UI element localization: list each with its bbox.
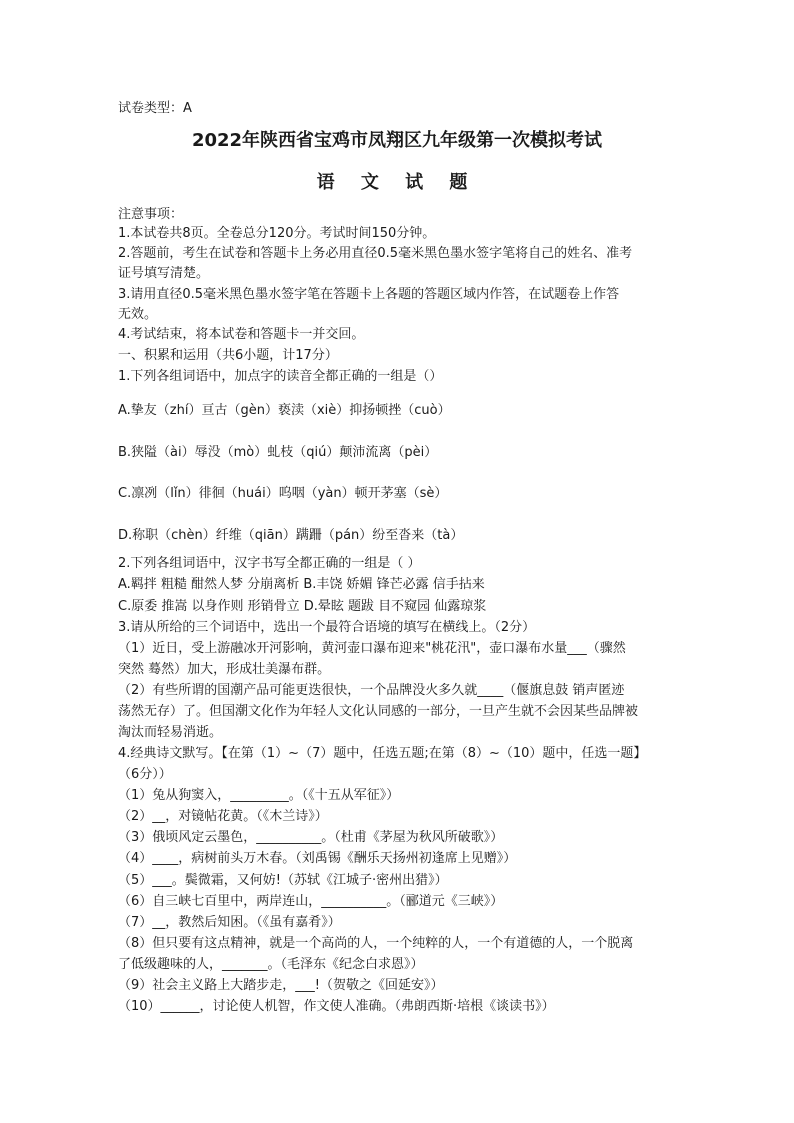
notice-heading: 注意事项： — [118, 207, 184, 222]
notice-item: 3.请用直径0.5毫米黑色墨水签字笔在答题卡上各题的答题区域内作答，在试题卷上作答 — [118, 287, 620, 302]
question-1-stem: 1.下列各组词语中，加点字的读音全都正确的一组是（） — [118, 369, 443, 384]
question-4-line: （3）俄顷风定云墨色，__________。（杜甫《茅屋为秋风所破歌》） — [118, 830, 504, 845]
notice-item: 1.本试卷共8页。全卷总分120分。考试时间150分钟。 — [118, 226, 436, 241]
notice-item: 无效。 — [118, 307, 158, 322]
section-heading: 一、积累和运用（共6小题，计17分） — [118, 348, 338, 363]
question-4-line: （7）__，教然后知困。（《虽有嘉肴》） — [118, 915, 341, 930]
subject-title: 语 文 试 题 — [316, 172, 478, 193]
question-2-stem: 2.下列各组词语中，汉字书写全都正确的一组是（ ） — [118, 556, 421, 571]
question-4-line: （4）____，病树前头万木春。（刘禹锡《酬乐天扬州初逢席上见赠》） — [118, 851, 517, 866]
question-4-line: （8）但只要有这点精神，就是一个高尚的人，一个纯粹的人，一个有道德的人，一个脱离 — [118, 936, 634, 951]
question-4-line: （1）兔从狗窦入，_________。（《十五从军征》） — [118, 788, 400, 803]
question-4-line: （5）___。鬓微霜，又何妨!（苏轼《江城子·密州出猎》） — [118, 873, 448, 888]
question-1-option: D.称职（chèn）纤维（qiān）蹒跚（pán）纷至沓来（tà） — [118, 528, 464, 543]
question-2-option: C.原委 推嵩 以身作则 形销骨立 D.晕眩 题跋 目不窥园 仙露琼浆 — [118, 599, 487, 614]
question-1-option: B.狭隘（ài）辱没（mò）虬枝（qiú）颠沛流离（pèi） — [118, 445, 438, 460]
question-3-line: 3.请从所给的三个词语中，选出一个最符合语境的填写在横线上。（2分） — [118, 620, 536, 635]
question-4-line: （9）社会主义路上大踏步走，___!（贺敬之《回延安》） — [118, 978, 444, 993]
question-3-line: 荡然无存）了。但国潮文化作为年轻人文化认同感的一部分，一旦产生就不会因某些品牌被 — [118, 704, 639, 719]
question-3-line: （2）有些所谓的国潮产品可能更迭很快，一个品牌没火多久就____（偃旗息鼓 销声匿迹 — [118, 683, 625, 698]
question-4-line: （2）__，对镜帖花黄。（《木兰诗》） — [118, 809, 328, 824]
paper-type: 试卷类型：A — [118, 101, 192, 116]
question-4-line: （6）自三峡七百里中，两岸连山，__________。（郦道元《三峡》） — [118, 894, 504, 909]
question-4-line: 4.经典诗文默写。【在第（1）~（7）题中，任选五题;在第（8）~（10）题中，任选一题】 — [118, 746, 647, 761]
page-title: 2022年陕西省宝鸡市凤翔区九年级第一次模拟考试 — [191, 130, 603, 151]
question-4-line: （6分）） — [118, 767, 172, 782]
question-3-line: 淘汰而轻易消逝。 — [118, 725, 223, 740]
question-4-line: 了低级趣味的人，_______。（毛泽东《纪念白求恩》） — [118, 957, 424, 972]
notice-item: 证号填写清楚。 — [118, 266, 210, 281]
question-3-line: （1）近日，受上游融冰开河影响，黄河壶口瀑布迎来"桃花汛"，壶口瀑布水量___（骤然 — [118, 641, 626, 656]
question-4-line: （10）______，讨论使人机智，作文使人准确。（弗朗西斯·培根《谈读书》） — [118, 999, 555, 1014]
notice-item: 4.考试结束，将本试卷和答题卡一并交回。 — [118, 327, 365, 342]
question-3-line: 突然 蓦然）加大，形成壮美瀑布群。 — [118, 662, 331, 677]
question-1-option: A.挚友（zhí）亘古（gèn）亵渎（xiè）抑扬顿挫（cuò） — [118, 403, 451, 418]
question-2-option: A.羁拌 粗糙 酣然人梦 分崩离析 B.丰饶 娇媚 锋芒必露 信手拈来 — [118, 577, 485, 592]
notice-item: 2.答题前，考生在试卷和答题卡上务必用直径0.5毫米黑色墨水签字笔将自己的姓名、准考 — [118, 246, 633, 261]
question-1-option: C.凛冽（lǐn）徘徊（huái）呜咽（yàn）顿开茅塞（sè） — [118, 486, 448, 501]
